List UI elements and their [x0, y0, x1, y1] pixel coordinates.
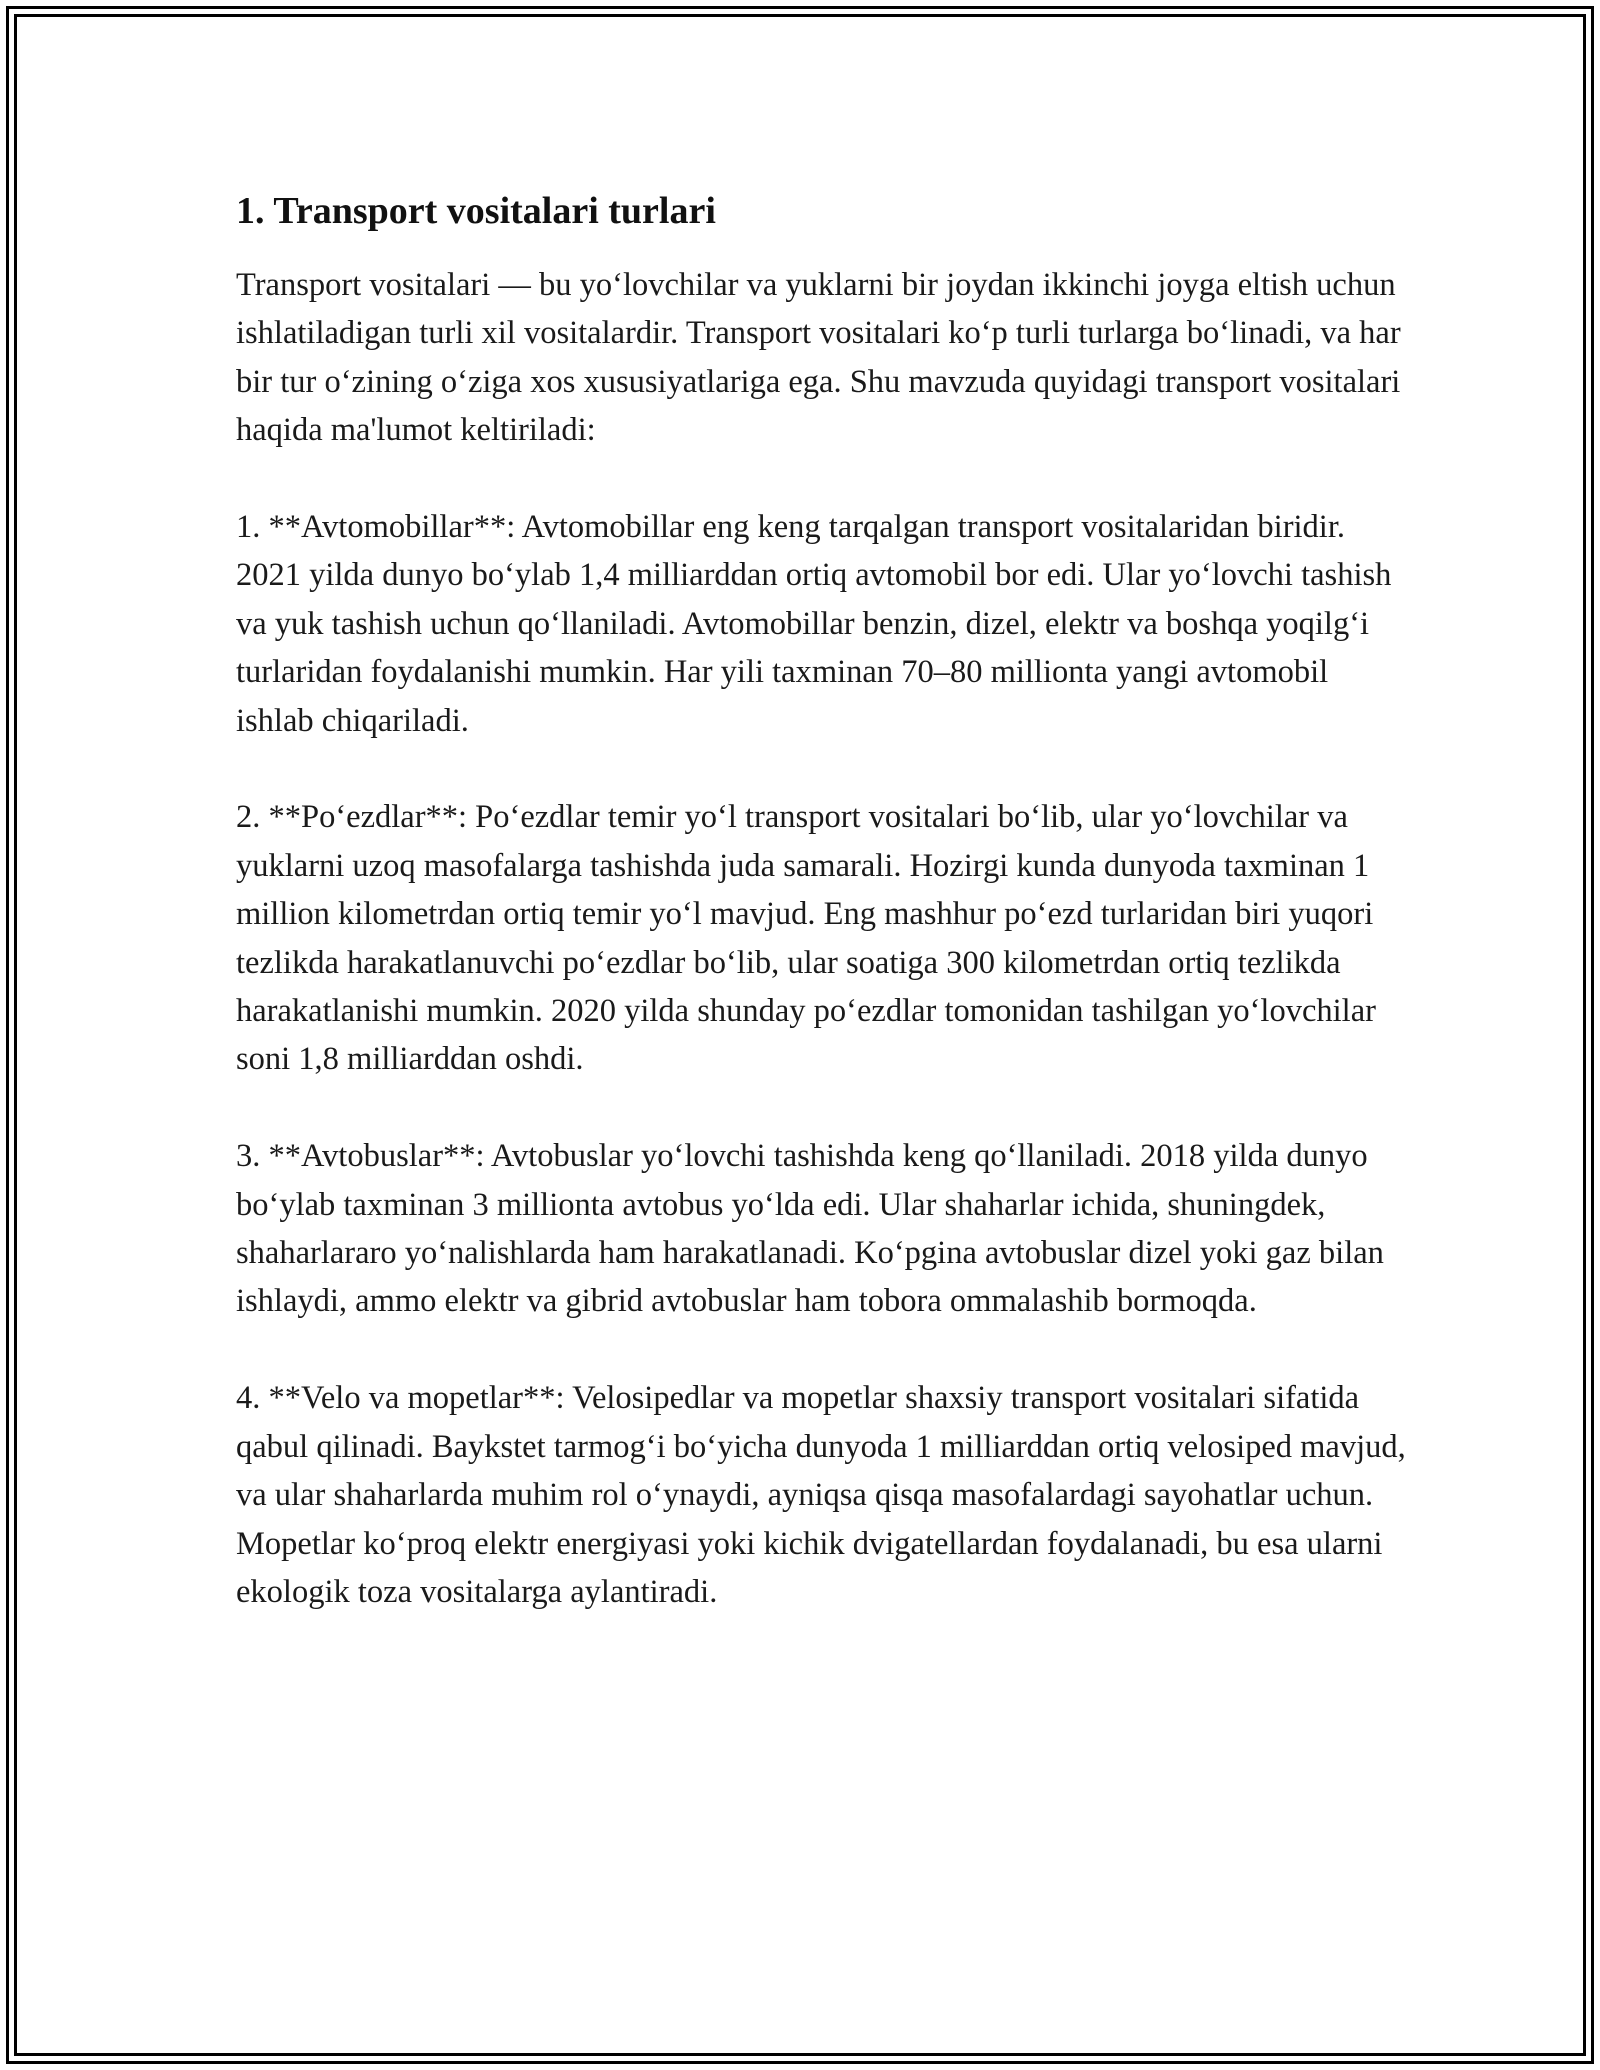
paragraph-avtobuslar: 3. **Avtobuslar**: Avtobuslar yo‘lovchi tashishda keng qo‘llaniladi. 2018 yilda dunyo bo‘ylab taxminan 3 millionta avtobus yo‘lda edi. Ular shaharlar ichida, shuningdek, shaharlararo yo‘nalishlarda ham harakatlanadi. Ko‘pgina avtobuslar dizel yoki gaz bilan ishlaydi, ammo elektr va gibrid avtobuslar ham tobora ommalashib bormoqda. [236, 1138, 1384, 1320]
section-heading: 1. Transport vositalari turlari [236, 190, 716, 232]
paragraph-avtomobillar: 1. **Avtomobillar**: Avtomobillar eng keng tarqalgan transport vositalaridan biridir. 2021 yilda dunyo bo‘ylab 1,4 milliarddan ortiq avtomobil bor edi. Ular yo‘lovchi tashish va yuk tashish uchun qo‘llaniladi. Avtomobillar benzin, dizel, elektr va boshqa yoqilg‘i turlaridan foydalanishi mumkin. Har yili taxminan 70–80 millionta yangi avtomobil ishlab chiqariladi. [236, 509, 1392, 739]
paragraph-velo-mopetlar: 4. **Velo va mopetlar**: Velosipedlar va mopetlar shaxsiy transport vositalari sifatida qabul qilinadi. Baykstet tarmog‘i bo‘yicha dunyoda 1 milliarddan ortiq velosiped mavjud, va ular shaharlarda muhim rol o‘ynaydi, ayniqsa qisqa masofalardagi sayohatlar uchun. Mopetlar ko‘proq elektr energiyasi yoki kichik dvigatellardan foydalanadi, bu esa ularni ekologik toza vositalarga aylantiradi. [236, 1380, 1406, 1610]
document-body [236, 185, 1406, 1616]
paragraph-poezdlar: 2. **Po‘ezdlar**: Po‘ezdlar temir yo‘l transport vositalari bo‘lib, ular yo‘lovchilar va yuklarni uzoq masofalarga tashishda juda samarali. Hozirgi kunda dunyoda taxminan 1 million kilometrdan ortiq temir yo‘l mavjud. Eng mashhur po‘ezd turlaridan biri yuqori tezlikda harakatlanuvchi po‘ezdlar bo‘lib, ular soatiga 300 kilometrdan ortiq tezlikda harakatlanishi mumkin. 2020 yilda shunday po‘ezdlar tomonidan tashilgan yo‘lovchilar soni 1,8 milliarddan oshdi. [236, 799, 1376, 1078]
intro-paragraph: Transport vositalari — bu yo‘lovchilar va yuklarni bir joydan ikkinchi joyga eltish uchun ishlatiladigan turli xil vositalardir. Transport vositalari ko‘p turli turlarga bo‘linadi, va har bir tur o‘zining o‘ziga xos xususiyatlariga ega. Shu mavzuda quyidagi transport vositalari haqida ma'lumot keltiriladi: [236, 267, 1401, 449]
